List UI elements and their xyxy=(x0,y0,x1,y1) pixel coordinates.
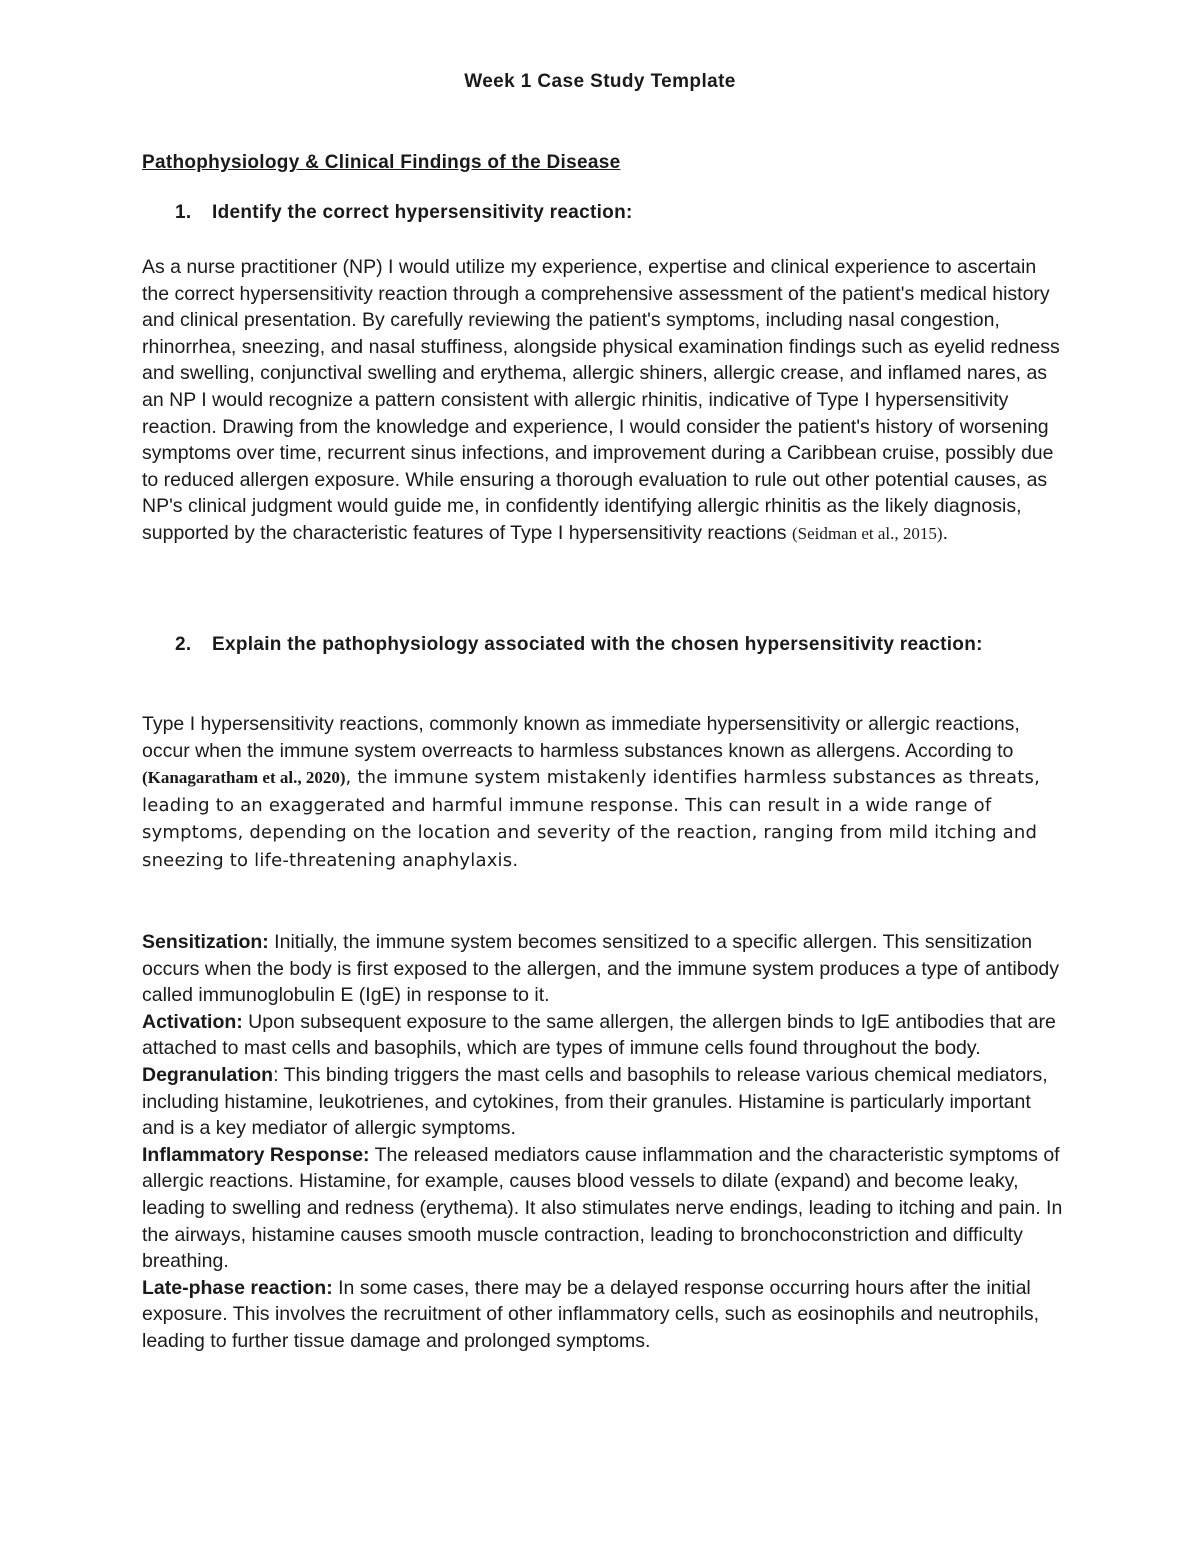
answer-1-citation: (Seidman et al., 2015) xyxy=(791,523,943,543)
question-2-text: Explain the pathophysiology associated with the chosen hypersensitivity reaction: xyxy=(212,634,983,655)
stage-inflammatory-response xyxy=(142,1144,1062,1272)
stage-text: : This binding triggers the mast cells and basophils to release various chemical mediators, including histamine, leukotrienes, and cytokines, from their granules. Histamine is particularly important and is a key mediator of allergic symptoms. xyxy=(142,1063,1048,1140)
stage-sensitization xyxy=(142,931,1059,1006)
stage-term: Inflammatory Response: xyxy=(142,1143,370,1166)
stage-text: Upon subsequent exposure to the same allergen, the allergen binds to IgE antibodies that are attached to mast cells and basophils, which are types of immune cells found throughout the body. xyxy=(142,1010,1056,1060)
stage-degranulation xyxy=(142,1064,1048,1139)
answer-2-paragraph xyxy=(142,711,1067,875)
answer-2-citation: (Kanagaratham et al., 2020) xyxy=(142,768,346,788)
answer-1-end: . xyxy=(942,521,948,544)
answer-1-paragraph xyxy=(142,254,1067,548)
stage-term: Activation: xyxy=(142,1010,243,1033)
stages-paragraph xyxy=(142,929,1067,1355)
answer-2-intro: Type I hypersensitivity reactions, commonly known as immediate hypersensitivity or allergic reactions, occur when the immune system overreacts to harmless substances known as allergens. According to xyxy=(142,713,1020,762)
stage-text: The released mediators cause inflammation and the characteristic symptoms of allergic reactions. Histamine, for example, causes blood vessels to dilate (expand) and become leaky, leading to swelling and redness (erythema). It also stimulates nerve endings, leading to itching and pain. In the airways, histamine causes smooth muscle contraction, leading to bronchoconstriction and difficulty breathing. xyxy=(142,1143,1063,1273)
answer-2-continuation: , the immune system mistakenly identifies harmless substances as threats, leading to an exaggerated and harmful immune response. This can result in a wide range of symptoms, depending on the location and severity of the reaction, ranging from mild itching and sneezing to life-threatening anaphylaxis. xyxy=(142,767,1041,871)
question-1 xyxy=(142,199,1022,227)
question-1-number: 1. xyxy=(175,202,192,223)
question-2-number: 2. xyxy=(175,634,192,655)
question-1-text: Identify the correct hypersensitivity reaction: xyxy=(212,202,633,223)
stage-term: Late-phase reaction: xyxy=(142,1276,333,1299)
stage-late-phase-reaction xyxy=(142,1277,1039,1352)
question-2 xyxy=(142,631,1022,659)
stage-term: Degranulation xyxy=(142,1063,274,1086)
answer-1-text: As a nurse practitioner (NP) I would utilize my experience, expertise and clinical experience to ascertain the correct hypersensitivity reaction through a comprehensive assessment of the patient's medical history and clinical presentation. By carefully reviewing the patient's symptoms, including nasal congestion, rhinorrhea, sneezing, and nasal stuffiness, alongside physical examination findings such as eyelid redness and swelling, conjunctival swelling and erythema, allergic shiners, allergic crease, and inflamed nares, as an NP I would recognize a pattern consistent with allergic rhinitis, indicative of Type I hypersensitivity reaction. Drawing from the knowledge and experience, I would consider the patient's history of worsening symptoms over time, recurrent sinus infections, and improvement during a Caribbean cruise, possibly due to reduced allergen exposure. While ensuring a thorough evaluation to rule out other potential causes, as NP's clinical judgment would guide me, in confidently identifying allergic rhinitis as the likely diagnosis, supported by the characteristic features of Type I hypersensitivity reactions xyxy=(142,256,1060,544)
stage-text: Initially, the immune system becomes sensitized to a specific allergen. This sensitization occurs when the body is first exposed to the allergen, and the immune system produces a type of antibody called immunoglobulin E (IgE) in response to it. xyxy=(142,931,1060,1007)
stage-activation xyxy=(142,1011,1056,1060)
stage-term: Sensitization: xyxy=(142,931,269,953)
stage-text: In some cases, there may be a delayed response occurring hours after the initial exposure. This involves the recruitment of other inflammatory cells, such as eosinophils and neutrophils, leading to further tissue damage and prolonged symptoms. xyxy=(142,1276,1040,1352)
document-title: Week 1 Case Study Template xyxy=(464,71,736,92)
section-heading: Pathophysiology & Clinical Findings of the Disease xyxy=(142,152,621,173)
